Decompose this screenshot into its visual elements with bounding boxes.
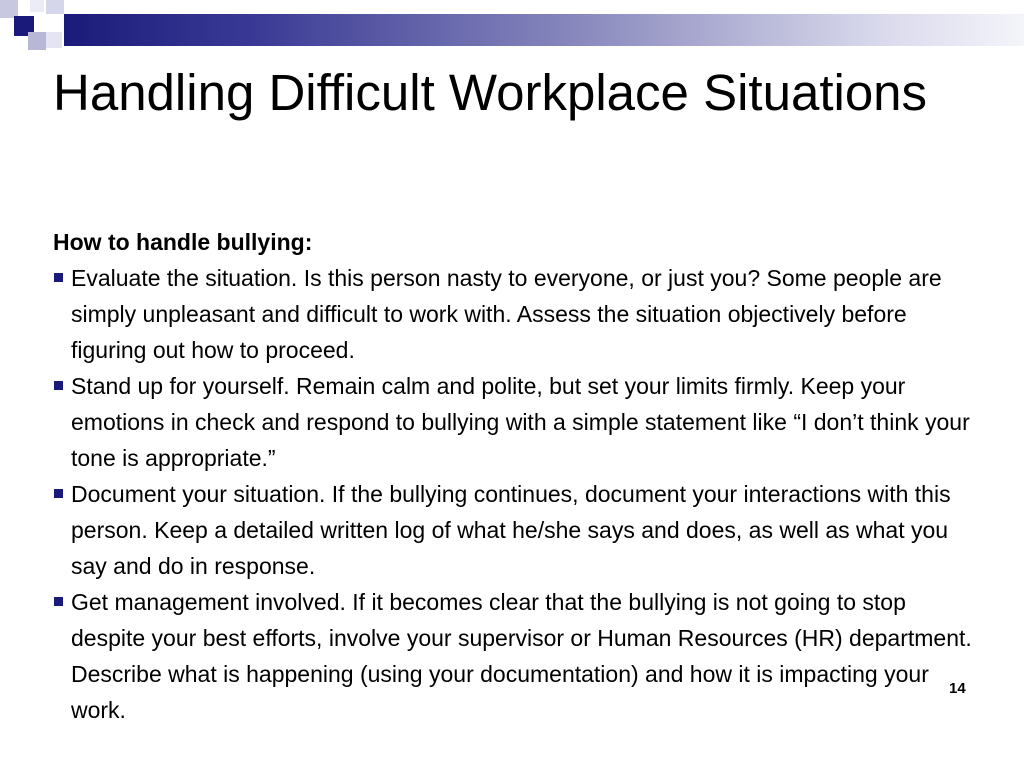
header-gradient-bar [64, 14, 1024, 46]
slide-title: Handling Difficult Workplace Situations [53, 64, 928, 121]
decor-square [46, 0, 64, 14]
bullet-text: Get management involved. If it becomes clear that the bullying is not going to stop despite your best efforts, involve your supervisor or Human Resources (HR) department. Describe what is happening (using your documentation) and how it is impacting your work. [71, 589, 972, 723]
square-bullet-icon [54, 597, 63, 606]
decor-square [30, 0, 44, 12]
square-bullet-icon [54, 273, 63, 282]
decor-square [28, 32, 46, 50]
bullet-text: Evaluate the situation. Is this person nasty to everyone, or just you? Some people are simply unpleasant and difficult to work with. Assess the situation objectively before figuring out how to proceed. [71, 265, 942, 363]
slide-content [53, 224, 983, 728]
bullet-text: Document your situation. If the bullying continues, document your interactions with this person. Keep a detailed written log of what he/she says and does, as well as what you say and do in response. [71, 481, 951, 579]
bullet-list [53, 260, 983, 728]
square-bullet-icon [54, 381, 63, 390]
bullet-text: Stand up for yourself. Remain calm and polite, but set your limits firmly. Keep your emotions in check and respond to bullying with a simple statement like “I don’t think your tone is appropriate.” [71, 373, 970, 471]
bullet-item [53, 260, 983, 368]
bullet-item [53, 476, 983, 584]
square-bullet-icon [54, 489, 63, 498]
decor-square [46, 32, 62, 48]
bullet-item [53, 584, 983, 728]
page-number: 14 [949, 680, 966, 697]
section-heading: How to handle bullying: [53, 229, 313, 255]
bullet-item [53, 368, 983, 476]
